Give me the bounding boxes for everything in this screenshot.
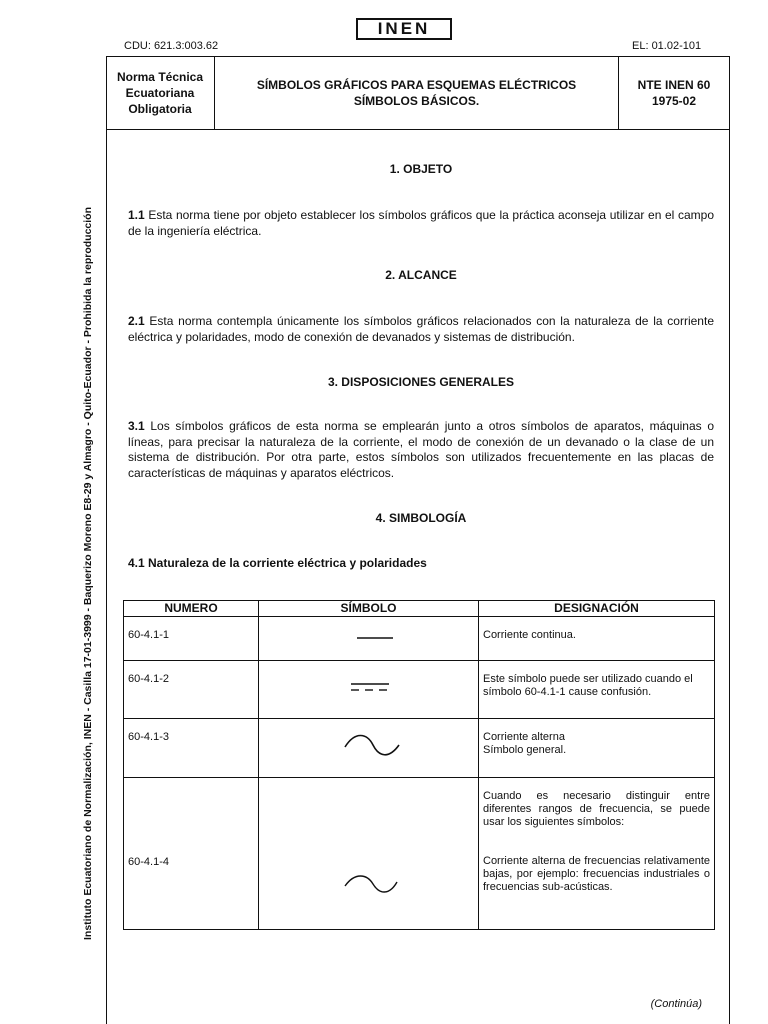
table-row — [124, 617, 715, 661]
cell-numero — [124, 719, 259, 778]
table-row — [124, 719, 715, 778]
cell-simbolo — [259, 778, 479, 930]
norm-code — [619, 56, 729, 130]
cell-simbolo — [259, 719, 479, 778]
table-row — [124, 661, 715, 719]
cell-numero — [124, 617, 259, 661]
ac-low-frequency-symbol — [259, 778, 478, 926]
section-heading-alcance: 2. ALCANCE — [385, 268, 457, 282]
inen-logo: INEN — [356, 18, 452, 40]
paragraph-text: Esta norma tiene por objeto establecer los símbolos gráficos que la práctica aconseja utilizar en el campo de la ingeniería eléctrica. — [128, 208, 714, 238]
table-header-row — [124, 601, 715, 617]
section-heading-disposiciones: 3. DISPOSICIONES GENERALES — [327, 375, 515, 389]
el-code: EL: 01.02-101 — [632, 40, 702, 52]
designation-line: Corriente alterna de frecuencias relativamente bajas, por ejemplo: frecuencias industriales o frecuencias sub-acústicas. — [483, 855, 710, 893]
title-line: SÍMBOLOS BÁSICOS. — [353, 94, 480, 108]
table-row — [124, 778, 715, 930]
designation-line: Corriente alterna — [483, 731, 565, 743]
column-header-simbolo: SÍMBOLO — [259, 601, 479, 617]
paragraph-text: Esta norma contempla únicamente los símbolos gráficos relacionados con la naturaleza de la corriente eléctrica y polaridades, modo de conexión de devanados y sistemas de distribución. — [128, 314, 714, 344]
cell-simbolo — [259, 617, 479, 661]
row-number: 60-4.1-4 — [128, 856, 169, 868]
symbols-table — [123, 600, 715, 930]
row-number: 60-4.1-1 — [128, 629, 169, 641]
row-designation: Este símbolo puede ser utilizado cuando el símbolo 60-4.1-1 cause confusión. — [483, 673, 693, 698]
cell-designacion — [479, 719, 715, 778]
designation-line: Símbolo general. — [483, 744, 567, 756]
row-designation: Corriente continua. — [483, 629, 576, 641]
cell-simbolo — [259, 661, 479, 719]
paragraph-number: 1.1 — [128, 208, 145, 222]
code-line: 1975-02 — [651, 94, 697, 108]
norma-line: Obligatoria — [128, 102, 192, 116]
continued-label: (Continúa) — [650, 998, 702, 1010]
cell-numero — [124, 778, 259, 930]
paragraph-number: 3.1 — [128, 419, 145, 433]
cell-designacion — [479, 661, 715, 719]
page-frame-right — [729, 130, 730, 1024]
side-institution-text: Instituto Ecuatoriano de Normalización, INEN - Casilla 17-01-3999 - Baquerizo Moreno E8-29 y Almagro - Quito-Ecuador - Prohibida la reproducción — [82, 207, 94, 940]
paragraph-text: Los símbolos gráficos de esta norma se emplearán junto a otros símbolos de aparatos, máquinas o líneas, para precisar la naturaleza de la corriente, el modo de conexión de un devanado o la clase de un sistema de distribución. Por otra parte, estos símbolos son utilizados frecuentemente en las placas de características de máquinas y aparatos eléctricos. — [128, 419, 714, 480]
document-title — [215, 56, 618, 130]
title-line: SÍMBOLOS GRÁFICOS PARA ESQUEMAS ELÉCTRICOS — [256, 78, 577, 92]
dc-dashed-symbol — [259, 661, 478, 715]
norma-line: Ecuatoriana — [125, 86, 195, 100]
cdu-code: CDU: 621.3:003.62 — [124, 40, 219, 52]
section-heading-simbologia: 4. SIMBOLOGÍA — [375, 511, 467, 525]
paragraph-1-1 — [128, 208, 714, 239]
row-number: 60-4.1-2 — [128, 673, 169, 685]
row-number: 60-4.1-3 — [128, 731, 169, 743]
norma-line: Norma Técnica — [116, 70, 204, 84]
section-heading-objeto: 1. OBJETO — [389, 162, 453, 176]
code-line: NTE INEN 60 — [637, 78, 711, 92]
designation-line: Cuando es necesario distinguir entre diferentes rangos de frecuencia, se puede usar los siguientes símbolos: — [483, 790, 710, 828]
paragraph-2-1 — [128, 314, 714, 345]
page-frame-left — [106, 130, 107, 1024]
column-header-designacion: DESIGNACIÓN — [479, 601, 715, 617]
ac-wave-symbol — [259, 719, 478, 774]
dc-line-symbol — [259, 617, 478, 657]
row-designation — [479, 778, 714, 894]
cell-designacion — [479, 617, 715, 661]
column-header-numero: NUMERO — [124, 601, 259, 617]
norma-label — [106, 56, 214, 130]
paragraph-3-1 — [128, 419, 714, 481]
cell-numero — [124, 661, 259, 719]
paragraph-number: 2.1 — [128, 314, 145, 328]
row-designation — [479, 719, 714, 757]
cell-designacion — [479, 778, 715, 930]
subsection-4-1: 4.1 Naturaleza de la corriente eléctrica y polaridades — [128, 556, 427, 570]
